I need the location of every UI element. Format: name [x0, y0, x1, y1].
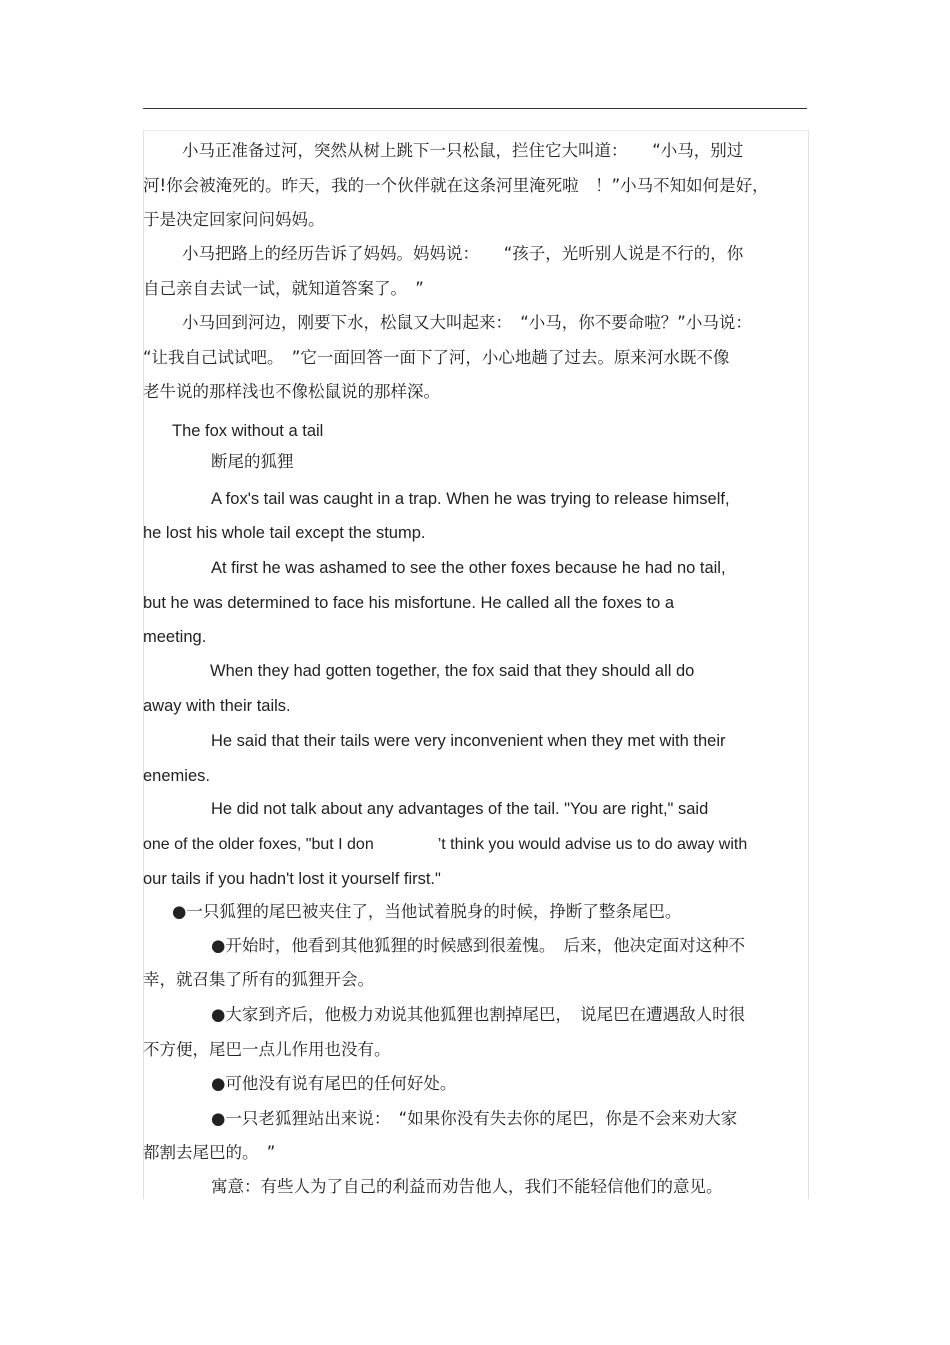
story2-cn-line-8: 都割去尾巴的。 ” [143, 1143, 276, 1162]
story1-line-3: 于是决定回家问问妈妈。 [143, 210, 325, 229]
story2-cn-line-4: ●大家到齐后，他极力劝说其他狐狸也割掉尾巴， 说尾巴在遭遇敌人时很 [211, 1005, 746, 1024]
story2-en-line-3: At first he was ashamed to see the other foxes because he had no tail, [211, 559, 726, 577]
story2-en-line-1: A fox's tail was caught in a trap. When he was trying to release himself, [211, 490, 730, 508]
story2-en-line-6: When they had gotten together, the fox said that they should all do [210, 662, 695, 680]
story2-en-line-11: one of the older foxes, "but I don ’t think you would advise us to do away with [143, 836, 748, 853]
story1-line-5: 自己亲自去试一试，就知道答案了。 ” [143, 279, 424, 298]
story2-en-line-5: meeting. [143, 628, 207, 646]
story2-en-line-10: He did not talk about any advantages of the tail. "You are right," said [211, 800, 709, 818]
story1-line-2: 河!你会被淹死的。昨天，我的一个伙伴就在这条河里淹死啦 ！”小马不知如何是好， [143, 176, 769, 195]
story2-en-line-12: our tails if you hadn't lost it yourself first." [143, 870, 441, 888]
story2-en-line-9: enemies. [143, 767, 210, 785]
story2-cn-line-5: 不方便，尾巴一点儿作用也没有。 [143, 1040, 391, 1059]
story2-cn-line-7: ●一只老狐狸站出来说： “如果你没有失去你的尾巴，你是不会来劝大家 [211, 1109, 738, 1128]
story1-line-7: “让我自己试试吧。 ”它一面回答一面下了河，小心地趟了过去。原来河水既不像 [143, 348, 730, 367]
story2-moral: 寓意：有些人为了自己的利益而劝告他人，我们不能轻信他们的意见。 [211, 1177, 723, 1196]
header-rule [143, 108, 807, 109]
story1-line-8: 老牛说的那样浅也不像松鼠说的那样深。 [143, 382, 440, 401]
story2-title-en: The fox without a tail [172, 422, 324, 440]
story2-cn-line-2: ●开始时，他看到其他狐狸的时候感到很羞愧。 后来，他决定面对这种不 [211, 936, 746, 955]
story2-title-cn: 断尾的狐狸 [211, 452, 294, 471]
story1-line-4: 小马把路上的经历告诉了妈妈。妈妈说： “孩子，光听别人说是不行的，你 [182, 244, 744, 263]
story2-cn-line-1: ●一只狐狸的尾巴被夹住了，当他试着脱身的时候，挣断了整条尾巴。 [172, 902, 682, 921]
story1-line-6: 小马回到河边，刚要下水，松鼠又大叫起来： “小马，你不要命啦？”小马说： [182, 313, 752, 332]
story2-cn-line-3: 幸，就召集了所有的狐狸开会。 [143, 970, 374, 989]
story2-en-line-4: but he was determined to face his misfortune. He called all the foxes to a [143, 594, 675, 612]
story2-en-line-7: away with their tails. [143, 697, 291, 715]
story2-en-line-2: he lost his whole tail except the stump. [143, 524, 426, 542]
story2-cn-line-6: ●可他没有说有尾巴的任何好处。 [211, 1074, 457, 1093]
story2-en-line-8: He said that their tails were very inconvenient when they met with their [211, 732, 726, 750]
story1-line-1: 小马正准备过河，突然从树上跳下一只松鼠，拦住它大叫道： “小马，别过 [182, 141, 744, 160]
